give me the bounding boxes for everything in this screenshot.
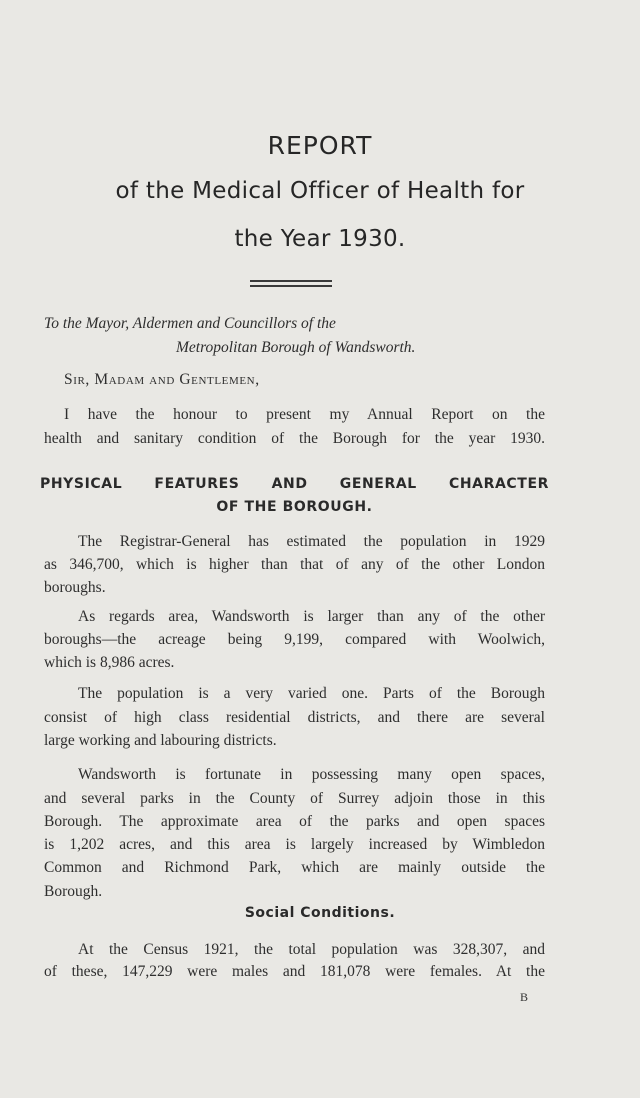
address-line-2: Metropolitan Borough of Wandsworth.: [176, 339, 416, 356]
intro-line-2: health and sanitary condition of the Borough for the year 1930.: [44, 430, 545, 447]
paragraph-3-line-3: large working and labouring districts.: [44, 732, 277, 749]
report-title-line-3: the Year 1930.: [234, 226, 406, 252]
paragraph-4-line-4: is 1,202 acres, and this area is largely increased by Wimbledon: [44, 836, 545, 853]
paragraph-2-line-2: boroughs—the acreage being 9,199, compared with Woolwich,: [44, 631, 545, 648]
social-line-1: At the Census 1921, the total population was 328,307, and: [78, 941, 545, 958]
paragraph-1-line-2: as 346,700, which is higher than that of any of the other London: [44, 556, 545, 573]
title-rule-top: [250, 280, 332, 282]
report-title: REPORT: [267, 131, 373, 160]
paragraph-4-line-5: Common and Richmond Park, which are mainly outside the: [44, 859, 545, 876]
section-heading-line-1: PHYSICAL FEATURES AND GENERAL CHARACTER: [40, 476, 549, 492]
signature-mark: B: [520, 990, 529, 1004]
paragraph-2-line-1: As regards area, Wandsworth is larger than any of the other: [78, 608, 545, 625]
section-heading-line-2: OF THE BOROUGH.: [216, 499, 373, 515]
paragraph-4-line-6: Borough.: [44, 883, 103, 900]
social-conditions-heading: Social Conditions.: [244, 905, 396, 921]
paragraph-4-line-2: and several parks in the County of Surrey adjoin those in this: [44, 790, 545, 807]
paragraph-2-line-3: which is 8,986 acres.: [44, 654, 175, 671]
intro-line-1: I have the honour to present my Annual Report on the: [64, 406, 545, 423]
paragraph-1-line-1: The Registrar-General has estimated the population in 1929: [78, 533, 545, 550]
salutation: Sir, Madam and Gentlemen,: [64, 371, 260, 388]
title-rule-bottom: [250, 285, 332, 287]
social-line-2: of these, 147,229 were males and 181,078 were females. At the: [44, 963, 545, 980]
address-line-1: To the Mayor, Aldermen and Councillors of the: [44, 315, 336, 332]
paragraph-3-line-2: consist of high class residential districts, and there are several: [44, 709, 545, 726]
paragraph-3-line-1: The population is a very varied one. Parts of the Borough: [78, 685, 545, 702]
paragraph-4-line-1: Wandsworth is fortunate in possessing many open spaces,: [78, 766, 545, 783]
paragraph-4-line-3: Borough. The approximate area of the parks and open spaces: [44, 813, 545, 830]
paragraph-1-line-3: boroughs.: [44, 579, 106, 596]
report-title-line-2: of the Medical Officer of Health for: [115, 178, 525, 204]
